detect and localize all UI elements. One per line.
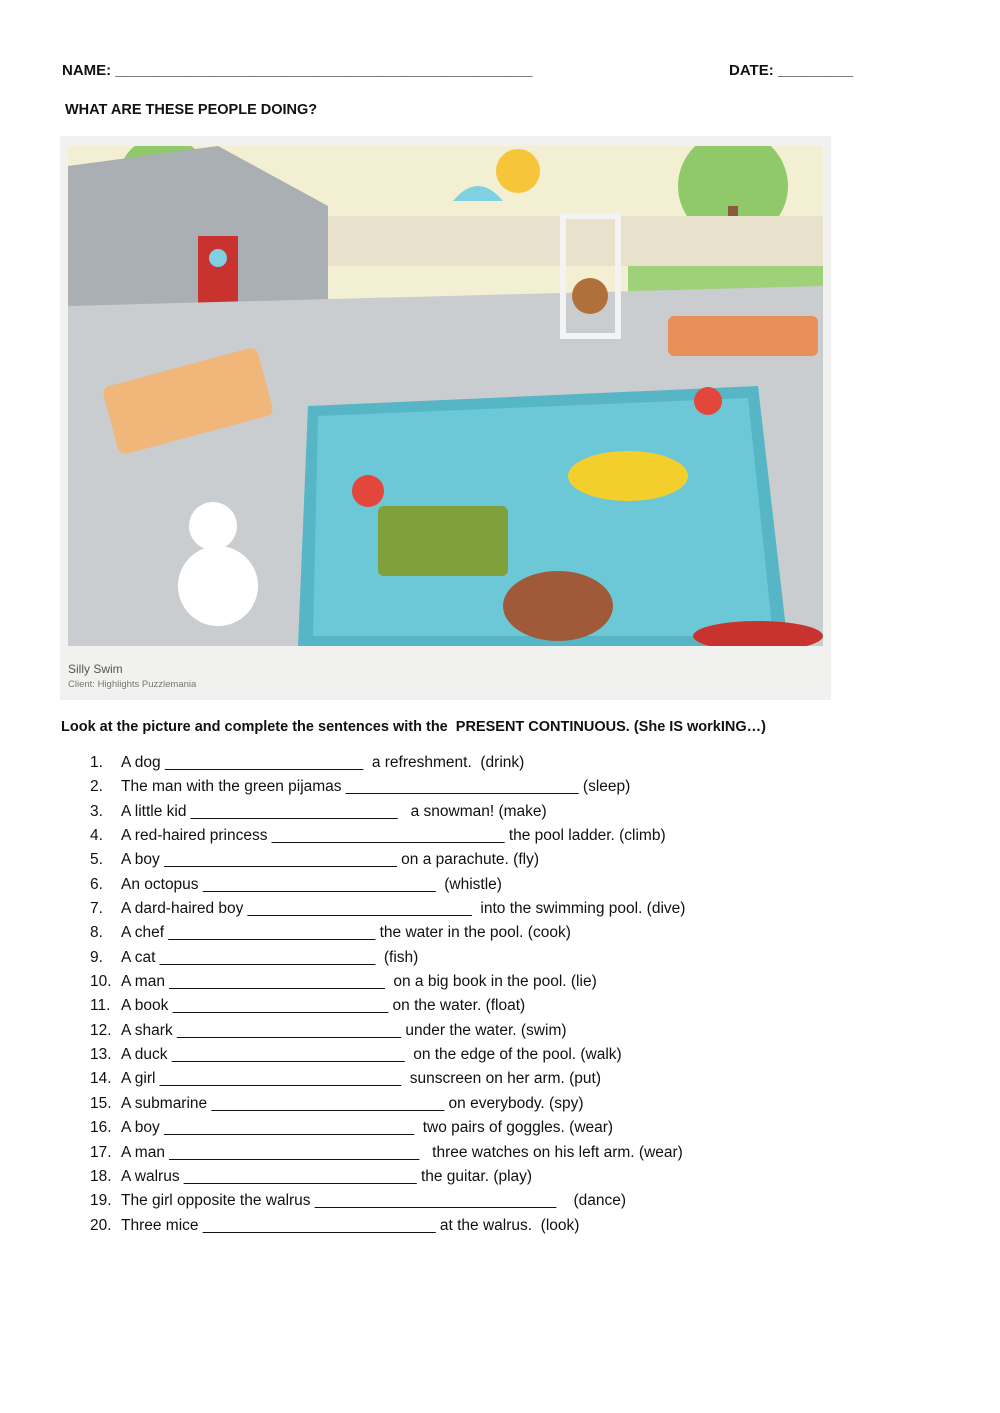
item-number: 6. [90, 875, 103, 893]
list-item[interactable] [90, 754, 685, 778]
item-number: 11. [90, 997, 111, 1015]
list-item[interactable] [90, 900, 685, 924]
sentence-text[interactable]: A man _____________________________ three watches on his left arm. (wear) [121, 1143, 683, 1161]
list-item[interactable] [90, 924, 685, 948]
item-number: 5. [90, 851, 103, 869]
item-number: 14. [90, 1070, 112, 1088]
sentence-text[interactable]: An octopus ___________________________ (whistle) [121, 875, 502, 893]
item-number: 4. [90, 827, 103, 845]
list-item[interactable] [90, 1168, 685, 1192]
sentence-text[interactable]: The man with the green pijamas ___________________________ (sleep) [121, 778, 631, 796]
sentence-text[interactable]: A submarine ___________________________ on everybody. (spy) [121, 1094, 584, 1112]
sentence-text[interactable]: Three mice ___________________________ at the walrus. (look) [121, 1216, 580, 1234]
sentence-text[interactable]: A dard-haired boy __________________________ into the swimming pool. (dive) [121, 900, 686, 918]
sentence-text[interactable]: A boy ___________________________ on a parachute. (fly) [121, 851, 539, 869]
item-number: 13. [90, 1046, 112, 1064]
sentence-text[interactable]: A cat _________________________ (fish) [121, 948, 419, 966]
list-item[interactable] [90, 1095, 685, 1119]
item-number: 2. [90, 778, 103, 796]
name-field[interactable]: NAME: __________________________________________________ [62, 62, 533, 79]
list-item[interactable] [90, 803, 685, 827]
sentence-text[interactable]: The girl opposite the walrus ____________________________ (dance) [121, 1192, 626, 1210]
list-item[interactable] [90, 1022, 685, 1046]
sentence-text[interactable]: A book _________________________ on the water. (float) [121, 997, 526, 1015]
sentence-text[interactable]: A red-haired princess ___________________________ the pool ladder. (climb) [121, 827, 666, 845]
list-item[interactable] [90, 949, 685, 973]
item-number: 15. [90, 1094, 112, 1112]
item-number: 9. [90, 948, 103, 966]
pool-party-illustration [68, 146, 823, 646]
sentence-text[interactable]: A shark __________________________ under the water. (swim) [121, 1021, 567, 1039]
item-number: 3. [90, 802, 103, 820]
item-number: 20. [90, 1216, 112, 1234]
list-item[interactable] [90, 827, 685, 851]
list-item[interactable] [90, 1144, 685, 1168]
list-item[interactable] [90, 973, 685, 997]
item-number: 19. [90, 1192, 112, 1210]
item-number: 10. [90, 973, 112, 991]
list-item[interactable] [90, 1119, 685, 1143]
sentence-text[interactable]: A boy _____________________________ two pairs of goggles. (wear) [121, 1119, 614, 1137]
item-number: 1. [90, 754, 103, 771]
item-number: 17. [90, 1143, 112, 1161]
date-field[interactable]: DATE: _________ [729, 62, 853, 79]
list-item[interactable] [90, 1192, 685, 1216]
list-item[interactable] [90, 876, 685, 900]
figure-caption-client: Client: Highlights Puzzlemania [68, 679, 197, 690]
sentence-list [90, 754, 685, 1241]
sentence-text[interactable]: A little kid ________________________ a snowman! (make) [121, 802, 547, 820]
sentence-text[interactable]: A chef ________________________ the water in the pool. (cook) [121, 924, 571, 942]
sentence-text[interactable]: A man _________________________ on a big book in the pool. (lie) [121, 973, 597, 991]
list-item[interactable] [90, 851, 685, 875]
item-number: 18. [90, 1167, 112, 1185]
item-number: 12. [90, 1021, 112, 1039]
sentence-text[interactable]: A walrus ___________________________ the guitar. (play) [121, 1167, 533, 1185]
worksheet-title: WHAT ARE THESE PEOPLE DOING? [65, 102, 318, 118]
illustration-figure [60, 136, 831, 700]
instructions: Look at the picture and complete the sentences with the PRESENT CONTINUOUS. (She IS workING…) [61, 719, 766, 735]
list-item[interactable] [90, 778, 685, 802]
list-item[interactable] [90, 997, 685, 1021]
list-item[interactable] [90, 1070, 685, 1094]
sentence-text[interactable]: A girl ____________________________ sunscreen on her arm. (put) [121, 1070, 602, 1088]
item-number: 8. [90, 924, 103, 942]
sentence-text[interactable]: A duck ___________________________ on the edge of the pool. (walk) [121, 1046, 622, 1064]
figure-caption-title: Silly Swim [68, 662, 123, 676]
list-item[interactable] [90, 1217, 685, 1241]
list-item[interactable] [90, 1046, 685, 1070]
sentence-text[interactable]: A dog _______________________ a refreshment. (drink) [121, 754, 525, 771]
item-number: 7. [90, 900, 103, 918]
item-number: 16. [90, 1119, 112, 1137]
